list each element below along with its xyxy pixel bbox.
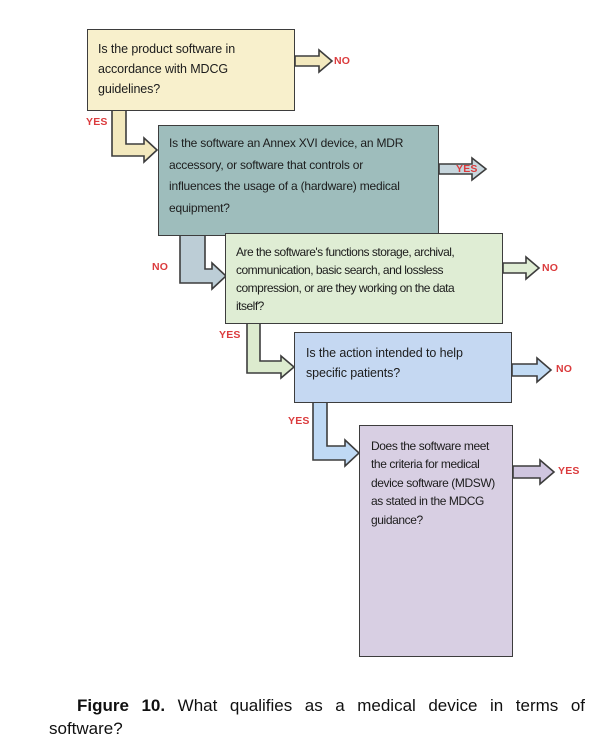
flow-box-annex-xvi [158, 125, 439, 236]
flow-box-text-line: Are the software's functions storage, archival, [236, 245, 455, 259]
arrow-yes-from-q5 [513, 460, 554, 484]
flow-box-text-line: accordance with MDCG [98, 62, 228, 76]
flow-box-text-line: Is the software an Annex XVI device, an MDR [169, 136, 404, 150]
arrow-label-yes-q5: YES [558, 465, 580, 477]
figure-number: Figure 10. [77, 696, 166, 715]
flow-box-software-functions [225, 233, 503, 324]
figure-caption-line1 [49, 694, 585, 717]
flow-box-text-line: communication, basic search, and lossless [236, 263, 443, 277]
figure-caption-text: What qualifies as a medical device in terms of [177, 696, 585, 715]
flow-box-text-line: accessory, or software that controls or [169, 157, 364, 172]
flow-box-text-line: influences the usage of a (hardware) medical [169, 179, 400, 193]
flow-box-text-line: Does the software meet [371, 439, 489, 453]
flow-box-mdcg-guidelines [87, 29, 295, 111]
arrow-label-no-q1: NO [334, 55, 351, 67]
arrow-label-yes-q2: YES [456, 163, 478, 175]
arrow-label-no-q3: NO [542, 262, 559, 274]
flow-box-text-line: specific patients? [306, 366, 401, 380]
flow-box-text-line: Is the action intended to help [306, 346, 463, 360]
figure-caption-line2: software? [49, 719, 123, 738]
arrow-label-no-q4: NO [556, 363, 573, 375]
arrow-label-yes-q1: YES [86, 116, 108, 128]
flow-box-text-line: as stated in the MDCG [371, 494, 484, 509]
arrow-label-no-q2: NO [152, 261, 169, 273]
flow-box-text-line: equipment? [169, 200, 230, 215]
arrow-no-from-q4 [512, 358, 551, 382]
flow-box-text-line: itself? [236, 299, 264, 313]
flow-box-text-line: guidance? [371, 512, 423, 527]
flow-box-text-line: the criteria for medical [371, 457, 480, 472]
arrow-yes-q1-q2 [112, 106, 157, 162]
flow-box-text-line: device software (MDSW) [371, 475, 495, 490]
arrow-no-from-q1 [295, 50, 332, 72]
arrow-yes-q4-q5 [313, 396, 359, 466]
arrow-label-yes-q4: YES [288, 415, 310, 427]
flow-box-text-line: Is the product software in [98, 42, 236, 56]
figure-caption [49, 694, 585, 740]
arrow-no-q2-q3 [180, 228, 226, 289]
arrow-label-yes-q3: YES [219, 329, 241, 341]
flow-box-text-line: compression, or are they working on the data [236, 281, 455, 295]
flow-box-specific-patients [294, 332, 512, 403]
arrow-yes-q3-q4 [247, 316, 294, 378]
arrow-no-from-q3 [503, 257, 539, 279]
flow-box-text-line: guidelines? [98, 82, 161, 96]
flow-box-mdsw-criteria [359, 425, 513, 657]
